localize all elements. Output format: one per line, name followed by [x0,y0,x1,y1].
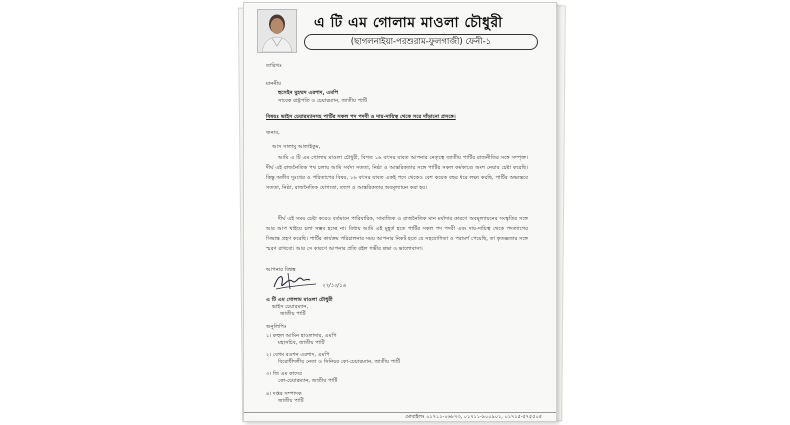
copy-item-4-line1: ৪। দপ্তর সম্পাদক [266,391,302,397]
paragraph-1: আমি এ টি এম গোলাম মাওলা চৌধুরী, বিগত ১৬ বৎসর যাবত আপনার নেতৃত্বে জাতীয় পার্টির রাজনীতির সঙ্গে সম্পৃক্ত। দীর্ঘ এই রাজনৈতিক পথ চলায় আমি সর্বদা সততা, নিষ্ঠা ও আন্তরিকতার সঙ্গে পার্টির সকল কর্মকাণ্ডে অংশ নেয়ার চেষ্টা করেছি। কিন্তু অতীব দুঃখের ও পরিতাপের বিষয়, ১৬ বৎসর যাবত একই পদে থেকেও বেশ কয়েক বছর ধরে লক্ষ্য করছি, পার্টির অভ্যন্তরে সততা, নিষ্ঠা, রাজনৈতিক যোগ্যতা, ত্যাগ ও আন্তরিকতার অবমূল্যায়ন করা হয়। [266,155,528,191]
paragraph-2: দীর্ঘ এই সময় চেষ্টা করেও বর্তমানে পারিবারিক, সামাজিক ও রাজনৈতিক মান মর্যাদার কারণে অবমূল্যায়নের সংস্কৃতির সঙ্গে আর আপ খাইয়ে চলা সম্ভব হচ্ছে না। বিধায় আমি এই মুহূর্ত হতে পার্টির সকল পদ পদবী এবং দায়-দায়িত্ব থেকে পদত্যাগের সিদ্ধান্ত গ্রহণ করেছি। পার্টির কার্যক্রম পরিচালনার সময় আপনার নিকট হতে যে সহযোগিতা ও পরামর্শ পেয়েছি, তা কৃতজ্ঞতার সঙ্গে স্মরণ রাখবো। আর সে কারণে আপনার প্রতি রইল গভীর শ্রদ্ধা ও ভালোবাসা। [266,216,528,252]
salutation-to: মাননীয় [266,81,282,87]
opening-line: আস সালামু আলাইকুম, [272,144,321,150]
copy-item-4-line2: জাতীয় পার্টি [278,398,304,404]
recipient-title: সাবেক রাষ্ট্রপতি ও চেয়ারম্যান, জাতীয় পার্টি [278,98,368,104]
handwritten-signature [270,269,340,295]
copy-item-2-line2: বিরোধীদলীয় নেতা ও সিনিয়র কো-চেয়ারম্যান, জাতীয় পার্টি [278,359,401,365]
signer-title-2: জাতীয় পার্টি [280,311,306,317]
copy-item-3-line1: ৩। জি এম কাদের [266,371,302,377]
signer-name: এ টি এম গোলাম মাওলা চৌধুরী [266,297,333,303]
date-label: তারিখঃ [266,63,282,69]
copy-header: অনুলিপিঃ [266,324,287,330]
letterhead-address: (ছাগলনাইয়া-পরশুরাম-ফুলগাজী) ফেনী-১ [304,34,538,50]
copy-item-1-line2: মহাসচিব, জাতীয় পার্টি [278,340,325,346]
footer-contact: মোবাইলঃ ০১৭১১-০৬৮৭৩, ০১৭১১-৯০০৯০১, ০১৭১৫-৫৭৫৫০৫ [244,412,556,421]
copy-item-2-line1: ২। বেগম রওশন এরশাদ, এমপি [266,352,330,358]
greeting: জনাব, [266,130,280,136]
recipient-name: হুসেইন মুহম্মদ এরশাদ, এমপি [278,90,339,96]
letterhead [244,3,556,58]
letterhead-name: এ টি এম গোলাম মাওলা চৌধুরী [314,15,503,31]
letter-page [243,2,557,422]
copy-item-1-line1: ১। রুহুল আমিন হাওলাদার, এমপি [266,333,337,339]
signature-date: ২৭/১০/১৬ [322,283,346,289]
closing: আপনার বিশ্বস্ত [266,267,296,273]
portrait-photo [257,9,297,53]
copy-item-3-line2: কো-চেয়ারম্যান, জাতীয় পার্টি [278,378,338,384]
subject-line: বিষয়ঃ ভাইস চেয়ারম্যানসহ পার্টির সকল পদ পদবী ও দায়-দায়িত্ব থেকে সরে দাঁড়ানো প্রসঙ্গে। [266,114,456,120]
signer-title-1: ভাইস চেয়ারম্যান, [272,304,309,310]
